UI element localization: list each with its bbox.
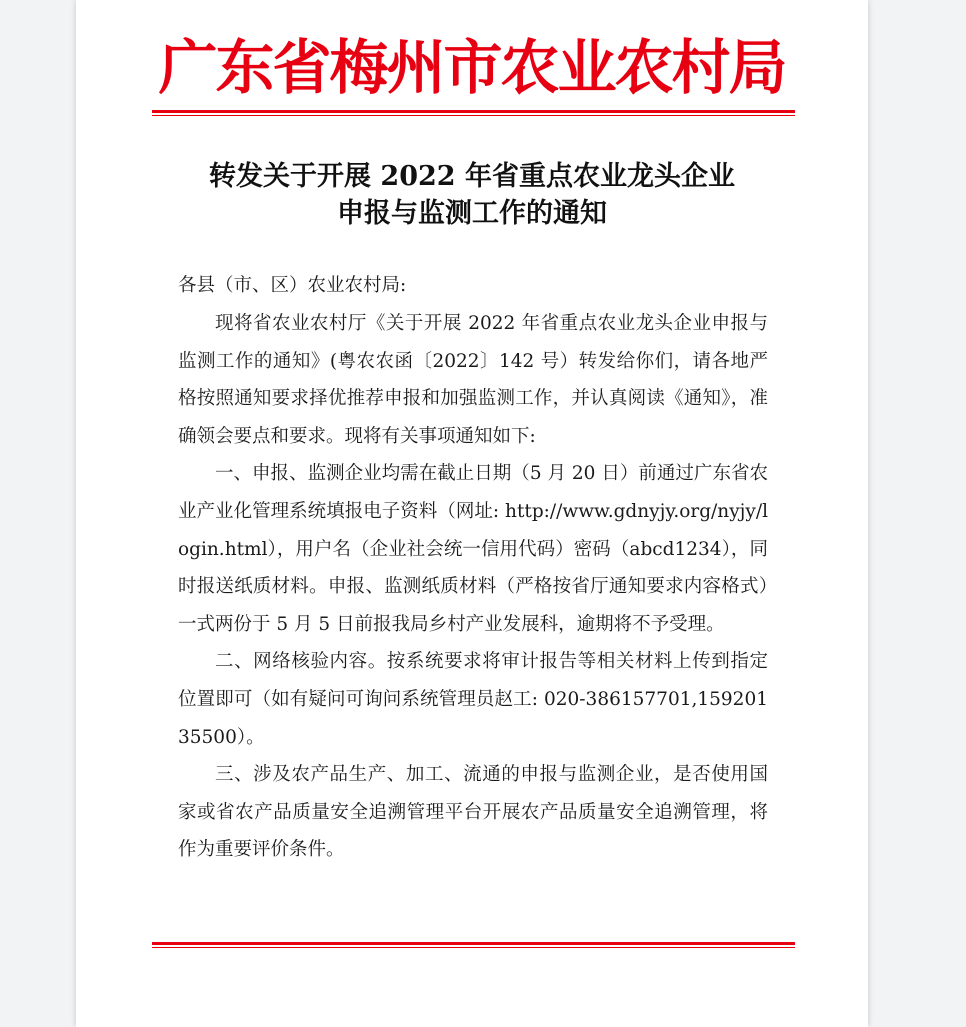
paragraph-item-3: 三、涉及农产品生产、加工、流通的申报与监测企业，是否使用国家或省农产品质量安全追溯管理平台开展农产品质量安全追溯管理，将作为重要评价条件。	[178, 764, 768, 861]
document-title-line-1: 转发关于开展 2022 年省重点农业龙头企业	[209, 161, 735, 192]
paragraph-item-2: 二、网络核验内容。按系统要求将审计报告等相关材料上传到指定位置即可（如有疑问可询问系统管理员赵工: 020-38615770​1,15920135500）。	[178, 651, 768, 748]
salutation: 各县（市、区）农业农村局:	[178, 275, 407, 296]
red-footer-rule	[152, 942, 795, 948]
document-title-line-2: 申报与监测工作的通知	[337, 198, 607, 229]
paragraph-item-1: 一、申报、监测企业均需在截止日期（5 月 20 日）前通过广东省农业产业化管理系统填报电子资料（网址: http://www.gdnyjy.org/nyjy/login.html），用户名（企业社会统一信用代码）密码（abcd1234），同时报送纸质材料。申报、监测纸质材料（严格按省厅通知要求内容格式）一式两份于 5 月 5 日前报我局乡村产业发展科，逾期将不予受理。	[178, 463, 768, 635]
document-page	[76, 0, 868, 1027]
red-header-rule	[152, 110, 795, 116]
paragraph-intro: 现将省农业农村厅《关于开展 2022 年省重点农业龙头企业申报与监测工作的通知》(粤农农函〔2022〕142 号）转发给你们，请各地严格按照通知要求择优推荐申报和加强监测工作，并认真阅读《通知》，准确领会要点和要求。现将有关事项通知如下:	[178, 313, 768, 447]
issuing-organization-header: 广东省梅州市农业农村局	[158, 33, 786, 102]
document-body	[178, 305, 768, 869]
